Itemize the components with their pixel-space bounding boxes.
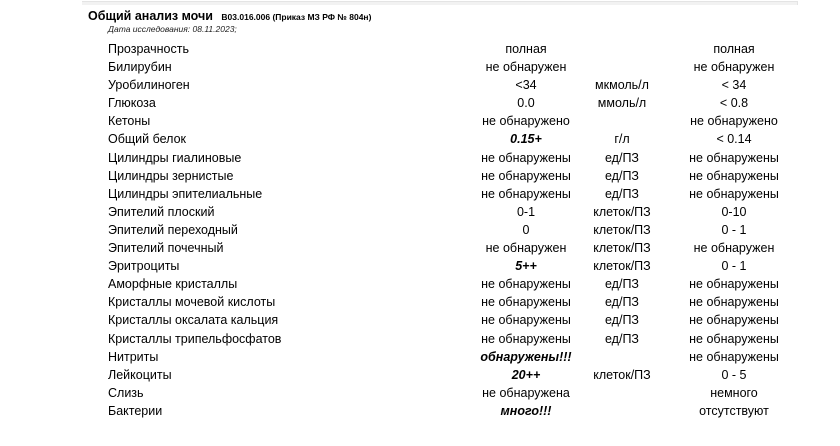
reference-range: < 0.8 xyxy=(719,96,749,111)
test-unit: клеток/ПЗ xyxy=(593,367,651,382)
test-result: не обнаружен xyxy=(485,60,567,75)
test-result: не обнаружены xyxy=(481,295,571,310)
results-table xyxy=(0,40,840,420)
reference-range: не обнаружены xyxy=(689,295,779,310)
test-result: полная xyxy=(505,42,547,56)
reference-range: не обнаружены xyxy=(689,349,779,364)
reference-range: не обнаружены xyxy=(689,150,779,165)
reference-range: не обнаружены xyxy=(689,186,779,201)
test-unit: мкмоль/л xyxy=(595,78,649,93)
test-result: не обнаружен xyxy=(485,241,567,256)
reference-range: не обнаружен xyxy=(693,60,775,75)
test-result: не обнаружено xyxy=(482,114,570,129)
result-row xyxy=(0,311,840,329)
test-result: 0.15+ xyxy=(510,132,542,147)
reference-range: не обнаружен xyxy=(693,241,775,256)
test-result: не обнаружены xyxy=(481,168,571,183)
test-unit: ед/ПЗ xyxy=(605,295,639,310)
test-name: Кристаллы трипельфосфатов xyxy=(108,331,282,346)
reference-range: не обнаружены xyxy=(689,277,779,292)
result-row xyxy=(0,112,840,130)
test-result: 20++ xyxy=(511,367,541,382)
result-row xyxy=(0,40,840,58)
reference-range: < 34 xyxy=(721,78,747,93)
test-unit: клеток/ПЗ xyxy=(593,204,651,219)
test-result: 0.0 xyxy=(517,96,535,111)
test-name: Кетоны xyxy=(108,114,151,129)
test-name: Бактерии xyxy=(108,403,163,418)
reference-range: не обнаружены xyxy=(689,331,779,346)
reference-range: 0 - 1 xyxy=(721,259,747,274)
test-name: Уробилиноген xyxy=(108,78,190,93)
test-name: Кристаллы мочевой кислоты xyxy=(108,295,276,310)
reference-range: < 0.14 xyxy=(716,132,752,147)
test-name: Прозрачность xyxy=(108,42,189,56)
reference-range: немного xyxy=(710,385,758,400)
test-name: Глюкоза xyxy=(108,96,156,111)
test-unit: ед/ПЗ xyxy=(605,277,639,292)
reference-range: отсутствуют xyxy=(699,403,769,418)
test-result: не обнаружены xyxy=(481,313,571,328)
test-unit: ед/ПЗ xyxy=(605,186,639,201)
reference-range: 0 - 1 xyxy=(721,222,747,237)
test-unit: ммоль/л xyxy=(597,96,647,111)
result-row xyxy=(0,275,840,293)
result-row xyxy=(0,58,840,76)
result-row xyxy=(0,76,840,94)
test-result: не обнаружена xyxy=(482,385,570,400)
result-row xyxy=(0,384,840,402)
study-date: Дата исследования: 08.11.2023; xyxy=(108,24,237,34)
test-result: 5++ xyxy=(515,259,537,274)
top-rule xyxy=(82,1,798,5)
test-result: не обнаружены xyxy=(481,277,571,292)
test-name: Кристаллы оксалата кальция xyxy=(108,313,279,328)
result-row xyxy=(0,149,840,167)
reference-range: 0-10 xyxy=(721,204,747,219)
result-row xyxy=(0,185,840,203)
test-unit: ед/ПЗ xyxy=(605,313,639,328)
test-unit: ед/ПЗ xyxy=(605,150,639,165)
result-row xyxy=(0,257,840,275)
result-row xyxy=(0,348,840,366)
test-name: Эпителий плоский xyxy=(108,204,215,219)
result-row xyxy=(0,402,840,420)
test-name: Эпителий почечный xyxy=(108,241,224,256)
reference-range: не обнаружены xyxy=(689,168,779,183)
result-row xyxy=(0,167,840,185)
result-row xyxy=(0,130,840,148)
test-result: 0 xyxy=(522,222,530,237)
reference-range: 0 - 5 xyxy=(721,367,747,382)
test-result: не обнаружены xyxy=(481,150,571,165)
report-header xyxy=(88,7,371,25)
result-row xyxy=(0,330,840,348)
test-result: не обнаружены xyxy=(481,186,571,201)
test-result: 0-1 xyxy=(516,204,536,219)
test-name: Нитриты xyxy=(108,349,159,364)
result-row xyxy=(0,293,840,311)
report-title: Общий анализ мочи xyxy=(88,9,213,23)
test-name: Аморфные кристаллы xyxy=(108,277,238,292)
test-name: Эритроциты xyxy=(108,259,180,274)
test-name: Цилиндры эпителиальные xyxy=(108,186,263,201)
result-row xyxy=(0,239,840,257)
test-result: <34 xyxy=(515,78,537,93)
test-unit: клеток/ПЗ xyxy=(593,222,651,237)
result-row xyxy=(0,203,840,221)
test-unit: ед/ПЗ xyxy=(605,168,639,183)
test-unit: ед/ПЗ xyxy=(605,331,639,346)
test-name: Эпителий переходный xyxy=(108,222,238,237)
test-name: Слизь xyxy=(108,385,144,400)
test-unit: г/л xyxy=(614,132,630,147)
test-unit: клеток/ПЗ xyxy=(593,241,651,256)
reference-range: не обнаружено xyxy=(690,114,778,129)
reference-range: полная xyxy=(713,42,755,56)
test-result: не обнаружены xyxy=(481,331,571,346)
report-code: B03.016.006 (Приказ МЗ РФ № 804н) xyxy=(221,12,372,22)
test-result: много!!! xyxy=(500,403,552,418)
test-name: Цилиндры зернистые xyxy=(108,168,234,183)
test-name: Билирубин xyxy=(108,60,172,75)
result-row xyxy=(0,366,840,384)
result-row xyxy=(0,94,840,112)
test-name: Цилиндры гиалиновые xyxy=(108,150,242,165)
test-name: Общий белок xyxy=(108,132,187,147)
test-result: обнаружены!!! xyxy=(480,349,572,364)
test-name: Лейкоциты xyxy=(108,367,172,382)
reference-range: не обнаружены xyxy=(689,313,779,328)
result-row xyxy=(0,221,840,239)
test-unit: клеток/ПЗ xyxy=(593,259,651,274)
